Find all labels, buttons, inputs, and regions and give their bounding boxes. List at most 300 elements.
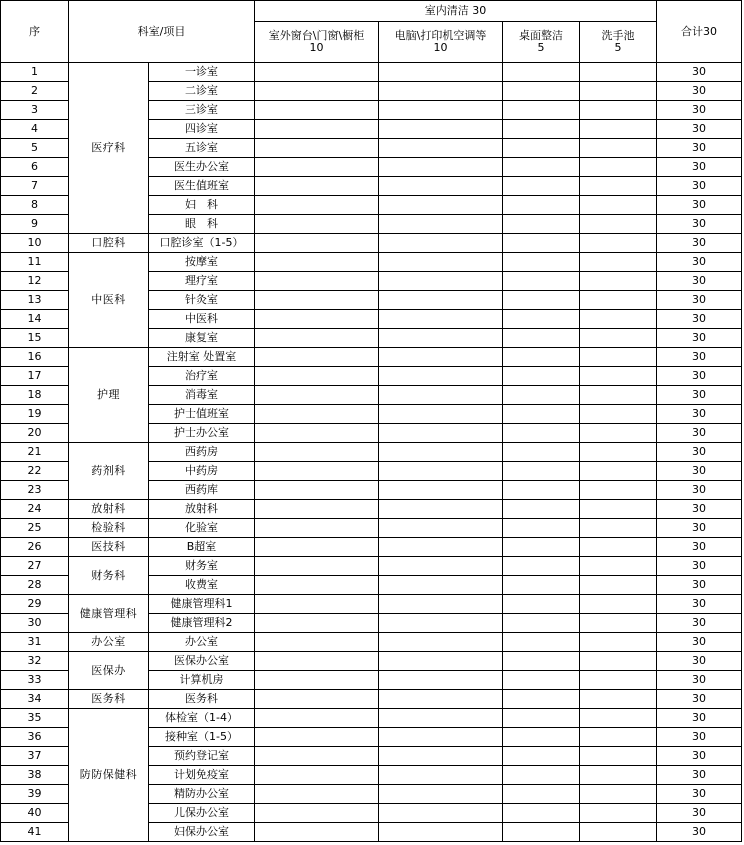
score-wash-basin[interactable]	[580, 538, 657, 557]
room-name: 中医科	[149, 310, 255, 329]
score-wash-basin[interactable]	[580, 595, 657, 614]
score-desk-tidiness[interactable]	[503, 386, 580, 405]
score-desk-tidiness[interactable]	[503, 652, 580, 671]
table-row	[1, 500, 742, 519]
sub-col-name: 室外窗台\门窗\橱柜	[268, 29, 365, 42]
score-desk-tidiness[interactable]	[503, 785, 580, 804]
score-windows-cabinets[interactable]	[255, 253, 379, 272]
score-wash-basin[interactable]	[580, 747, 657, 766]
score-computers-equipment[interactable]	[379, 158, 503, 177]
score-computers-equipment[interactable]	[379, 291, 503, 310]
row-seq: 3	[1, 101, 69, 120]
room-name: 注射室 处置室	[149, 348, 255, 367]
score-wash-basin[interactable]	[580, 481, 657, 500]
row-seq: 5	[1, 139, 69, 158]
score-computers-equipment[interactable]	[379, 576, 503, 595]
room-name: 收费室	[149, 576, 255, 595]
score-desk-tidiness[interactable]	[503, 348, 580, 367]
score-wash-basin[interactable]	[580, 272, 657, 291]
score-windows-cabinets[interactable]	[255, 120, 379, 139]
row-seq: 17	[1, 367, 69, 386]
score-desk-tidiness[interactable]	[503, 234, 580, 253]
table-row	[1, 519, 742, 538]
score-computers-equipment[interactable]	[379, 481, 503, 500]
score-computers-equipment[interactable]	[379, 63, 503, 82]
row-seq: 27	[1, 557, 69, 576]
row-total: 30	[657, 462, 742, 481]
score-computers-equipment[interactable]	[379, 519, 503, 538]
room-name: 精防办公室	[149, 785, 255, 804]
row-total: 30	[657, 348, 742, 367]
row-total: 30	[657, 443, 742, 462]
row-total: 30	[657, 557, 742, 576]
score-desk-tidiness[interactable]	[503, 614, 580, 633]
score-desk-tidiness[interactable]	[503, 671, 580, 690]
score-wash-basin[interactable]	[580, 291, 657, 310]
score-windows-cabinets[interactable]	[255, 443, 379, 462]
row-total: 30	[657, 766, 742, 785]
score-wash-basin[interactable]	[580, 785, 657, 804]
room-name: 医务科	[149, 690, 255, 709]
score-wash-basin[interactable]	[580, 576, 657, 595]
room-name: 妇 科	[149, 196, 255, 215]
score-windows-cabinets[interactable]	[255, 690, 379, 709]
sub-col-name: 电脑\打印机空调等	[394, 29, 487, 42]
room-name: 康复室	[149, 329, 255, 348]
score-wash-basin[interactable]	[580, 120, 657, 139]
room-name: 医生值班室	[149, 177, 255, 196]
row-seq: 9	[1, 215, 69, 234]
score-computers-equipment[interactable]	[379, 443, 503, 462]
score-desk-tidiness[interactable]	[503, 367, 580, 386]
row-seq: 7	[1, 177, 69, 196]
score-computers-equipment[interactable]	[379, 405, 503, 424]
sub-col-score: 10	[433, 41, 448, 54]
row-total: 30	[657, 576, 742, 595]
row-total: 30	[657, 158, 742, 177]
row-seq: 40	[1, 804, 69, 823]
row-total: 30	[657, 728, 742, 747]
row-total: 30	[657, 386, 742, 405]
row-seq: 10	[1, 234, 69, 253]
room-name: 西药库	[149, 481, 255, 500]
room-name: 化验室	[149, 519, 255, 538]
score-windows-cabinets[interactable]	[255, 405, 379, 424]
score-computers-equipment[interactable]	[379, 424, 503, 443]
row-seq: 13	[1, 291, 69, 310]
score-desk-tidiness[interactable]	[503, 120, 580, 139]
score-computers-equipment[interactable]	[379, 633, 503, 652]
row-seq: 35	[1, 709, 69, 728]
room-name: 理疗室	[149, 272, 255, 291]
score-wash-basin[interactable]	[580, 709, 657, 728]
score-desk-tidiness[interactable]	[503, 481, 580, 500]
row-seq: 26	[1, 538, 69, 557]
table-row	[1, 348, 742, 367]
row-total: 30	[657, 367, 742, 386]
row-total: 30	[657, 310, 742, 329]
row-seq: 29	[1, 595, 69, 614]
score-desk-tidiness[interactable]	[503, 253, 580, 272]
row-seq: 30	[1, 614, 69, 633]
row-total: 30	[657, 424, 742, 443]
score-windows-cabinets[interactable]	[255, 82, 379, 101]
score-windows-cabinets[interactable]	[255, 424, 379, 443]
score-desk-tidiness[interactable]	[503, 690, 580, 709]
score-computers-equipment[interactable]	[379, 348, 503, 367]
score-windows-cabinets[interactable]	[255, 386, 379, 405]
room-name: 护士值班室	[149, 405, 255, 424]
sub-col-score: 5	[537, 41, 545, 54]
department-name: 中医科	[69, 253, 149, 348]
row-seq: 34	[1, 690, 69, 709]
score-computers-equipment[interactable]	[379, 101, 503, 120]
row-total: 30	[657, 101, 742, 120]
department-name: 防防保健科	[69, 709, 149, 842]
score-wash-basin[interactable]	[580, 728, 657, 747]
row-total: 30	[657, 633, 742, 652]
score-windows-cabinets[interactable]	[255, 234, 379, 253]
score-windows-cabinets[interactable]	[255, 709, 379, 728]
score-computers-equipment[interactable]	[379, 234, 503, 253]
score-windows-cabinets[interactable]	[255, 329, 379, 348]
row-total: 30	[657, 747, 742, 766]
room-name: 健康管理科1	[149, 595, 255, 614]
score-wash-basin[interactable]	[580, 177, 657, 196]
room-name: 财务室	[149, 557, 255, 576]
score-desk-tidiness[interactable]	[503, 329, 580, 348]
header-windows-cabinets	[255, 22, 379, 63]
score-wash-basin[interactable]	[580, 690, 657, 709]
department-name: 医保办	[69, 652, 149, 690]
row-total: 30	[657, 291, 742, 310]
table-row	[1, 63, 742, 82]
score-windows-cabinets[interactable]	[255, 481, 379, 500]
score-desk-tidiness[interactable]	[503, 538, 580, 557]
score-desk-tidiness[interactable]	[503, 823, 580, 842]
row-total: 30	[657, 63, 742, 82]
row-seq: 2	[1, 82, 69, 101]
score-wash-basin[interactable]	[580, 101, 657, 120]
sub-col-score: 5	[614, 41, 622, 54]
room-name: 眼 科	[149, 215, 255, 234]
table-row	[1, 652, 742, 671]
department-name: 医疗科	[69, 63, 149, 234]
score-wash-basin[interactable]	[580, 386, 657, 405]
row-seq: 31	[1, 633, 69, 652]
score-computers-equipment[interactable]	[379, 709, 503, 728]
row-seq: 20	[1, 424, 69, 443]
score-desk-tidiness[interactable]	[503, 215, 580, 234]
score-computers-equipment[interactable]	[379, 215, 503, 234]
score-desk-tidiness[interactable]	[503, 177, 580, 196]
score-computers-equipment[interactable]	[379, 500, 503, 519]
score-computers-equipment[interactable]	[379, 82, 503, 101]
score-windows-cabinets[interactable]	[255, 633, 379, 652]
department-name: 医务科	[69, 690, 149, 709]
row-total: 30	[657, 823, 742, 842]
row-total: 30	[657, 538, 742, 557]
score-windows-cabinets[interactable]	[255, 614, 379, 633]
row-total: 30	[657, 614, 742, 633]
score-desk-tidiness[interactable]	[503, 272, 580, 291]
score-wash-basin[interactable]	[580, 158, 657, 177]
table-row	[1, 253, 742, 272]
header-indoor-cleaning: 室内清洁 30	[255, 1, 657, 22]
score-windows-cabinets[interactable]	[255, 728, 379, 747]
score-computers-equipment[interactable]	[379, 538, 503, 557]
score-desk-tidiness[interactable]	[503, 728, 580, 747]
department-name: 检验科	[69, 519, 149, 538]
score-wash-basin[interactable]	[580, 766, 657, 785]
score-wash-basin[interactable]	[580, 519, 657, 538]
score-desk-tidiness[interactable]	[503, 709, 580, 728]
header-total: 合计30	[657, 1, 742, 63]
score-computers-equipment[interactable]	[379, 120, 503, 139]
table-row	[1, 690, 742, 709]
score-wash-basin[interactable]	[580, 652, 657, 671]
score-wash-basin[interactable]	[580, 823, 657, 842]
row-total: 30	[657, 595, 742, 614]
score-windows-cabinets[interactable]	[255, 272, 379, 291]
score-wash-basin[interactable]	[580, 139, 657, 158]
table-row	[1, 538, 742, 557]
score-computers-equipment[interactable]	[379, 177, 503, 196]
score-desk-tidiness[interactable]	[503, 424, 580, 443]
department-name: 口腔科	[69, 234, 149, 253]
score-wash-basin[interactable]	[580, 500, 657, 519]
score-windows-cabinets[interactable]	[255, 785, 379, 804]
room-name: 体检室（1-4）	[149, 709, 255, 728]
room-name: 一诊室	[149, 63, 255, 82]
score-wash-basin[interactable]	[580, 253, 657, 272]
room-name: 三诊室	[149, 101, 255, 120]
row-total: 30	[657, 690, 742, 709]
header-seq: 序	[1, 1, 69, 63]
score-windows-cabinets[interactable]	[255, 766, 379, 785]
row-seq: 32	[1, 652, 69, 671]
row-seq: 24	[1, 500, 69, 519]
score-windows-cabinets[interactable]	[255, 215, 379, 234]
row-seq: 28	[1, 576, 69, 595]
score-desk-tidiness[interactable]	[503, 196, 580, 215]
score-wash-basin[interactable]	[580, 633, 657, 652]
row-total: 30	[657, 82, 742, 101]
score-windows-cabinets[interactable]	[255, 595, 379, 614]
room-name: 办公室	[149, 633, 255, 652]
score-computers-equipment[interactable]	[379, 253, 503, 272]
department-name: 财务科	[69, 557, 149, 595]
score-desk-tidiness[interactable]	[503, 101, 580, 120]
score-computers-equipment[interactable]	[379, 690, 503, 709]
score-computers-equipment[interactable]	[379, 614, 503, 633]
score-desk-tidiness[interactable]	[503, 557, 580, 576]
score-desk-tidiness[interactable]	[503, 462, 580, 481]
score-wash-basin[interactable]	[580, 234, 657, 253]
row-total: 30	[657, 215, 742, 234]
score-desk-tidiness[interactable]	[503, 63, 580, 82]
row-seq: 14	[1, 310, 69, 329]
score-windows-cabinets[interactable]	[255, 576, 379, 595]
row-seq: 18	[1, 386, 69, 405]
room-name: B超室	[149, 538, 255, 557]
score-desk-tidiness[interactable]	[503, 158, 580, 177]
score-desk-tidiness[interactable]	[503, 595, 580, 614]
score-windows-cabinets[interactable]	[255, 500, 379, 519]
room-name: 四诊室	[149, 120, 255, 139]
row-total: 30	[657, 481, 742, 500]
row-seq: 22	[1, 462, 69, 481]
score-computers-equipment[interactable]	[379, 462, 503, 481]
score-wash-basin[interactable]	[580, 329, 657, 348]
score-computers-equipment[interactable]	[379, 766, 503, 785]
score-windows-cabinets[interactable]	[255, 747, 379, 766]
row-total: 30	[657, 253, 742, 272]
score-windows-cabinets[interactable]	[255, 63, 379, 82]
score-windows-cabinets[interactable]	[255, 671, 379, 690]
score-computers-equipment[interactable]	[379, 652, 503, 671]
row-total: 30	[657, 519, 742, 538]
score-windows-cabinets[interactable]	[255, 196, 379, 215]
score-windows-cabinets[interactable]	[255, 158, 379, 177]
score-computers-equipment[interactable]	[379, 139, 503, 158]
score-windows-cabinets[interactable]	[255, 310, 379, 329]
row-seq: 1	[1, 63, 69, 82]
department-name: 办公室	[69, 633, 149, 652]
score-desk-tidiness[interactable]	[503, 443, 580, 462]
score-wash-basin[interactable]	[580, 443, 657, 462]
score-windows-cabinets[interactable]	[255, 139, 379, 158]
department-name: 放射科	[69, 500, 149, 519]
score-windows-cabinets[interactable]	[255, 177, 379, 196]
score-desk-tidiness[interactable]	[503, 139, 580, 158]
score-windows-cabinets[interactable]	[255, 538, 379, 557]
row-total: 30	[657, 139, 742, 158]
row-total: 30	[657, 652, 742, 671]
score-wash-basin[interactable]	[580, 462, 657, 481]
row-seq: 38	[1, 766, 69, 785]
score-computers-equipment[interactable]	[379, 804, 503, 823]
room-name: 五诊室	[149, 139, 255, 158]
row-seq: 39	[1, 785, 69, 804]
score-computers-equipment[interactable]	[379, 367, 503, 386]
score-desk-tidiness[interactable]	[503, 291, 580, 310]
score-wash-basin[interactable]	[580, 348, 657, 367]
room-name: 西药房	[149, 443, 255, 462]
score-computers-equipment[interactable]	[379, 728, 503, 747]
score-computers-equipment[interactable]	[379, 671, 503, 690]
score-wash-basin[interactable]	[580, 424, 657, 443]
score-desk-tidiness[interactable]	[503, 500, 580, 519]
score-desk-tidiness[interactable]	[503, 310, 580, 329]
score-windows-cabinets[interactable]	[255, 652, 379, 671]
room-name: 消毒室	[149, 386, 255, 405]
room-name: 中药房	[149, 462, 255, 481]
sub-col-name: 桌面整洁	[519, 29, 563, 42]
row-total: 30	[657, 177, 742, 196]
score-windows-cabinets[interactable]	[255, 291, 379, 310]
score-desk-tidiness[interactable]	[503, 576, 580, 595]
score-computers-equipment[interactable]	[379, 595, 503, 614]
row-total: 30	[657, 671, 742, 690]
table-row	[1, 633, 742, 652]
room-name: 医保办公室	[149, 652, 255, 671]
score-windows-cabinets[interactable]	[255, 462, 379, 481]
score-computers-equipment[interactable]	[379, 785, 503, 804]
row-seq: 37	[1, 747, 69, 766]
room-name: 儿保办公室	[149, 804, 255, 823]
row-seq: 16	[1, 348, 69, 367]
score-wash-basin[interactable]	[580, 804, 657, 823]
score-computers-equipment[interactable]	[379, 823, 503, 842]
room-name: 放射科	[149, 500, 255, 519]
score-computers-equipment[interactable]	[379, 196, 503, 215]
score-desk-tidiness[interactable]	[503, 633, 580, 652]
score-computers-equipment[interactable]	[379, 557, 503, 576]
score-windows-cabinets[interactable]	[255, 804, 379, 823]
sub-col-score: 10	[309, 41, 324, 54]
score-desk-tidiness[interactable]	[503, 747, 580, 766]
header-dept: 科室/项目	[69, 1, 255, 63]
score-wash-basin[interactable]	[580, 614, 657, 633]
score-wash-basin[interactable]	[580, 405, 657, 424]
score-wash-basin[interactable]	[580, 310, 657, 329]
score-windows-cabinets[interactable]	[255, 101, 379, 120]
score-windows-cabinets[interactable]	[255, 519, 379, 538]
score-wash-basin[interactable]	[580, 196, 657, 215]
score-wash-basin[interactable]	[580, 63, 657, 82]
score-computers-equipment[interactable]	[379, 272, 503, 291]
score-desk-tidiness[interactable]	[503, 519, 580, 538]
score-desk-tidiness[interactable]	[503, 804, 580, 823]
row-seq: 36	[1, 728, 69, 747]
row-seq: 41	[1, 823, 69, 842]
table-row	[1, 709, 742, 728]
score-computers-equipment[interactable]	[379, 386, 503, 405]
row-seq: 12	[1, 272, 69, 291]
score-desk-tidiness[interactable]	[503, 766, 580, 785]
score-computers-equipment[interactable]	[379, 747, 503, 766]
score-wash-basin[interactable]	[580, 82, 657, 101]
row-seq: 15	[1, 329, 69, 348]
department-name: 药剂科	[69, 443, 149, 500]
score-desk-tidiness[interactable]	[503, 82, 580, 101]
score-computers-equipment[interactable]	[379, 310, 503, 329]
row-total: 30	[657, 500, 742, 519]
score-wash-basin[interactable]	[580, 671, 657, 690]
room-name: 口腔诊室（1-5）	[149, 234, 255, 253]
room-name: 接种室（1-5）	[149, 728, 255, 747]
row-seq: 8	[1, 196, 69, 215]
score-windows-cabinets[interactable]	[255, 823, 379, 842]
table-body	[1, 63, 742, 842]
score-windows-cabinets[interactable]	[255, 557, 379, 576]
department-name: 医技科	[69, 538, 149, 557]
score-wash-basin[interactable]	[580, 215, 657, 234]
row-total: 30	[657, 234, 742, 253]
score-windows-cabinets[interactable]	[255, 348, 379, 367]
table-row	[1, 234, 742, 253]
score-windows-cabinets[interactable]	[255, 367, 379, 386]
score-wash-basin[interactable]	[580, 557, 657, 576]
row-total: 30	[657, 709, 742, 728]
score-wash-basin[interactable]	[580, 367, 657, 386]
row-seq: 23	[1, 481, 69, 500]
room-name: 医生办公室	[149, 158, 255, 177]
score-computers-equipment[interactable]	[379, 329, 503, 348]
score-desk-tidiness[interactable]	[503, 405, 580, 424]
room-name: 针灸室	[149, 291, 255, 310]
